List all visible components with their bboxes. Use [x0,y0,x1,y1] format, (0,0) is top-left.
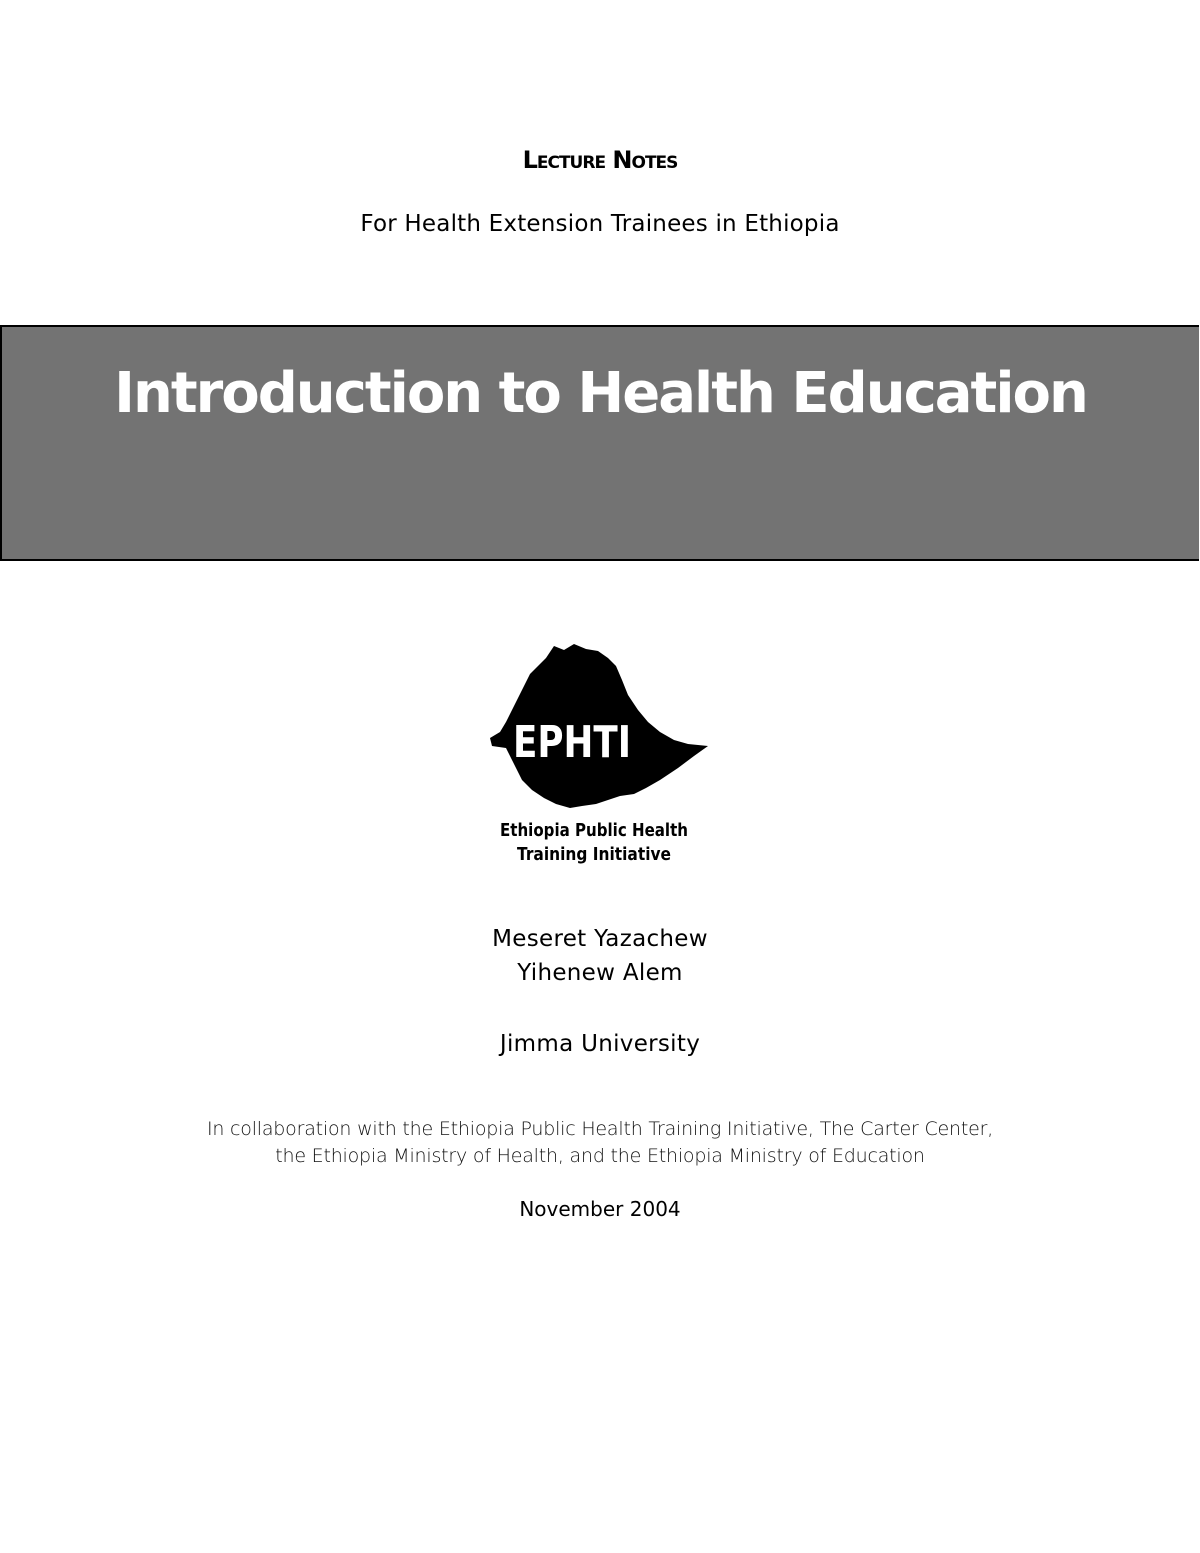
collaboration-line: the Ethiopia Ministry of Health, and the Ethiopia Ministry of Education [275,1145,925,1167]
series-title: Lecture Notes [522,146,678,174]
document-title: Introduction to Health Education [114,361,1087,426]
ephti-logo [488,640,710,870]
author-name: Meseret Yazachew [492,926,708,952]
title-band [0,325,1199,561]
logo-acronym: EPHTI [513,717,631,768]
publication-date: November 2004 [519,1197,681,1221]
subtitle: For Health Extension Trainees in Ethiopia [360,211,840,237]
logo-name-line1: Ethiopia Public Health [500,820,688,841]
logo-name-line2: Training Initiative [517,844,671,865]
author-name: Yihenew Alem [517,960,683,986]
ethiopia-map-icon [488,640,710,870]
institution: Jimma University [499,1031,701,1057]
collaboration-line: In collaboration with the Ethiopia Public Health Training Initiative, The Carter Center, [206,1118,994,1140]
